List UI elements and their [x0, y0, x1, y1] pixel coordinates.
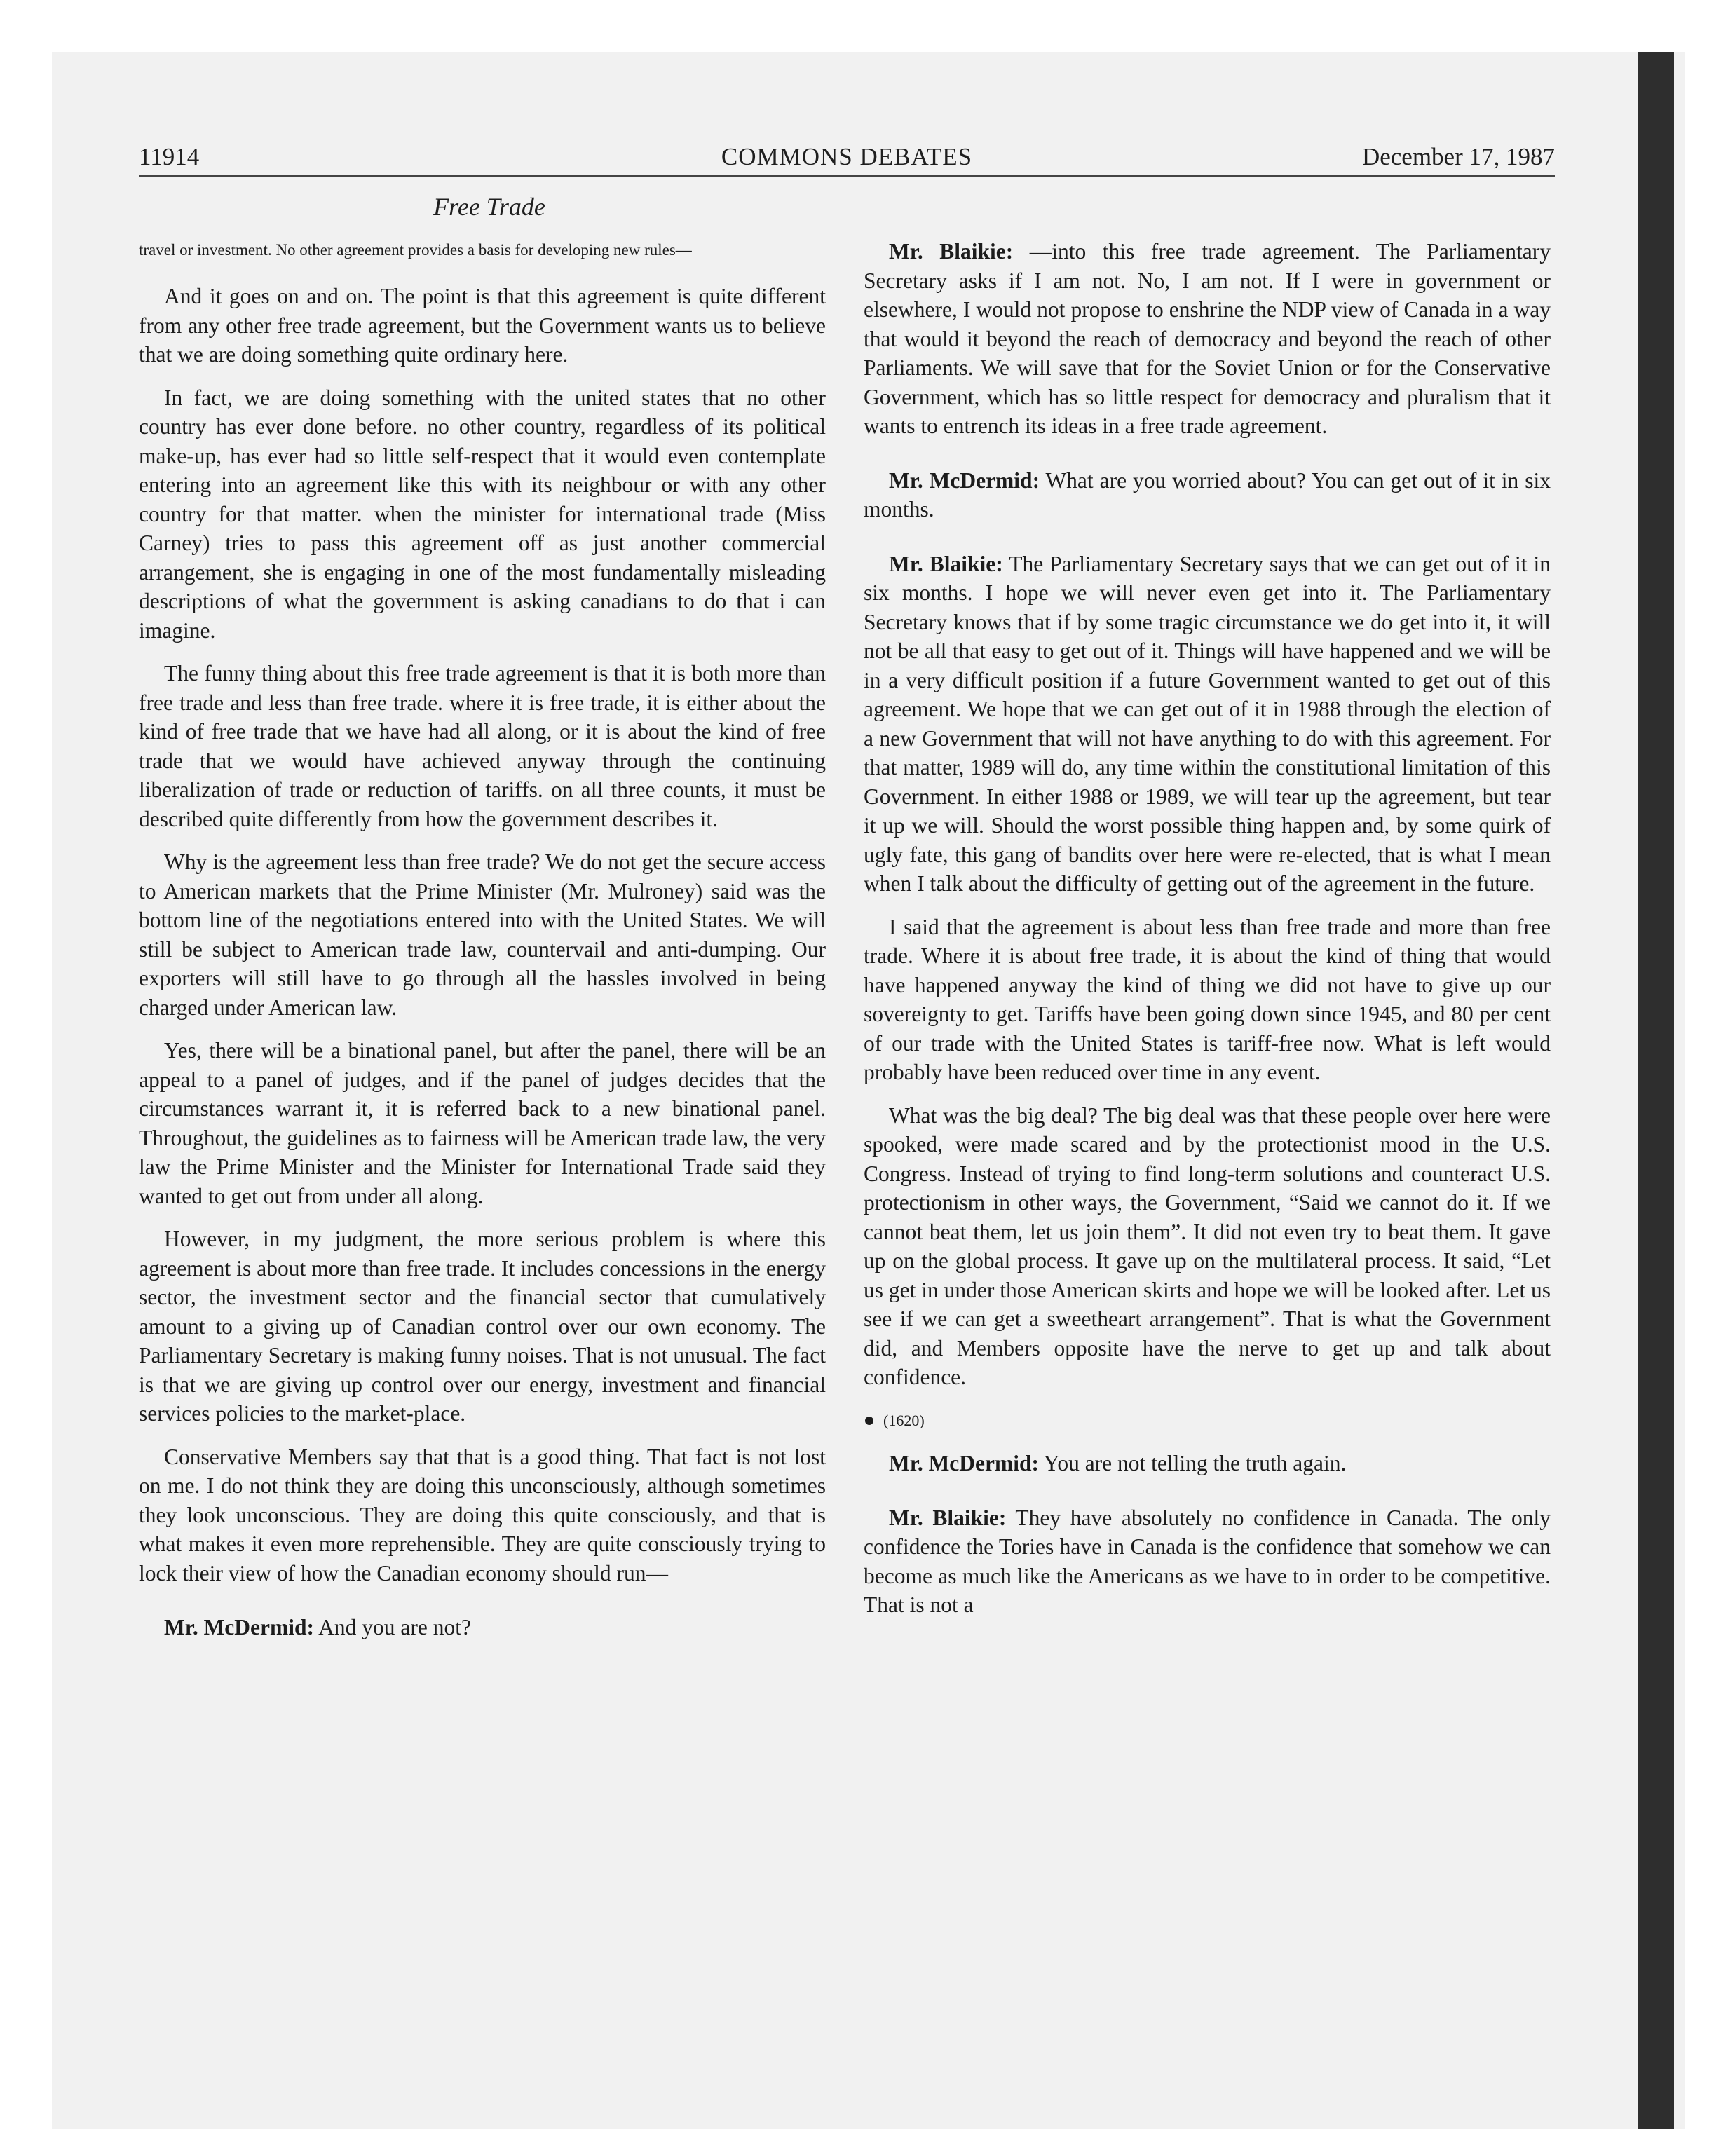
left-column	[139, 240, 826, 1656]
right-column	[864, 237, 1551, 1634]
speaker-name: Mr. McDermid:	[889, 468, 1040, 493]
speech-text: You are not telling the truth again.	[1043, 1451, 1347, 1475]
quoted-text: travel or investment. No other agreement provides a basis for developing new rules—	[139, 241, 692, 259]
header-rule	[139, 175, 1555, 177]
speech-text: They have absolutely no confidence in Canada. The only confidence the Tories have in Canada is the confidence that somehow we can become as much like the Americans as we have to in order to be competitive. That is not a	[864, 1505, 1551, 1617]
sitting-date: December 17, 1987	[1361, 143, 1555, 170]
speech-text: The Parliamentary Secretary says that we can get out of it in six months. I hope we will never even get into it. The Parliamentary Secretary knows that if by some tragic circumstance we do get into it, it will not be all that easy to get out of it. Things will have happened and we will be in a very difficult position if a future Government wanted to get out of this agreement. We hope that we can get out of it in 1988 through the election of a new Government that will not have anything to do with this agreement. For that matter, 1989 will do, any time within the constitutional limitation of this Government. In either 1988 or 1989, we will tear up the agreement, but tear it up we will. Should the worst possible thing happen and, by some quirk of ugly fate, this gang of bandits over here were re-elected, that is what I mean when I talk about the difficulty of getting out of the agreement in the future.	[864, 551, 1551, 896]
speech-paragraph: In fact, we are doing something with the united states that no other country has ever done before. no other country, regardless of its political make-up, has ever had so little self-respect that it would even contemplate entering into an agreement like this with its neighbour or with any other country for that matter. when the minister for international trade (Miss Carney) tries to pass this agreement off as just another commercial arrangement, she is engaging in one of the most fundamentally misleading descriptions of what the government is asking canadians to do that i can imagine.	[139, 385, 826, 643]
speaker-name: Mr. Blaikie:	[889, 551, 1003, 576]
speaker-name: Mr. McDermid:	[164, 1615, 314, 1639]
speech-paragraph: Why is the agreement less than free trade? We do not get the secure access to American markets that the Prime Minister (Mr. Mulroney) said was the bottom line of the negotiations entered into with the United States. We will still be subject to American trade law, countervail and anti-dumping. Our exporters will still have to go through all the hassles involved in being charged under American law.	[139, 850, 826, 1020]
time-marker	[864, 1406, 1551, 1435]
speaker-name: Mr. McDermid:	[889, 1451, 1039, 1475]
speech-text: What are you worried about? You can get out of it in six months.	[864, 468, 1551, 521]
page-header	[139, 143, 1555, 178]
speaker-name: Mr. Blaikie:	[889, 239, 1014, 264]
speech-block	[864, 1449, 1551, 1478]
speech-paragraph: Conservative Members say that that is a good thing. That fact is not lost on me. I do not think they are doing this unconsciously, although sometimes they look unconscious. They are doing this quite consciously, and that is what makes it even more reprehensible. They are quite consciously trying to lock their view of how the Canadian economy should run—	[139, 1444, 826, 1585]
speech-block	[864, 550, 1551, 899]
page-number: 11914	[139, 143, 200, 170]
speech-text: —into this free trade agreement. The Parliamentary Secretary asks if I am not. No, I am not. If I were in government or elsewhere, I would not propose to enshrine the NDP view of Canada in a way that would it beyond the reach of democracy and beyond the reach of other Parliaments. We will save that for the Soviet Union or for the Conservative Government, which has so little respect for democracy and pluralism that it wants to entrench its ideas in a free trade agreement.	[864, 239, 1551, 438]
speech-block	[864, 1503, 1551, 1620]
time-marker-text: (1620)	[883, 1411, 925, 1429]
speech-paragraph: The funny thing about this free trade agreement is that it is both more than free trade and less than free trade. where it is free trade, it is either about the kind of free trade that we have had all along, or it is about the kind of free trade that we would have achieved anyway through the continuing liberalization of trade or reduction of tariffs. on all three counts, it must be described quite differently from how the government describes it.	[139, 661, 826, 831]
interjection-text: And you are not?	[318, 1615, 471, 1639]
bullet-icon	[865, 1417, 873, 1425]
journal-title: COMMONS DEBATES	[721, 143, 973, 170]
speech-paragraph: However, in my judgment, the more serious problem is where this agreement is about more than free trade. It includes concessions in the energy sector, the investment sector and the financial sector that cumulatively amount to a giving up of Canadian control over our own economy. The Parliamentary Secretary is making funny noises. That is not unusual. The fact is that we are giving up control over our energy, investment and financial services policies to the market-place.	[139, 1227, 826, 1426]
speaker-name: Mr. Blaikie:	[889, 1505, 1007, 1530]
interjection	[139, 1613, 826, 1642]
speech-paragraph: I said that the agreement is about less than free trade and more than free trade. Where it is about free trade, it is about the kind of thing that would have happened anyway the kind of thing we did not have to give up our sovereignty to get. Tariffs have been going down since 1945, and 80 per cent of our trade with the United States is tariff-free now. What is left would probably have been reduced over time in any event.	[864, 914, 1551, 1084]
speech-block	[864, 237, 1551, 441]
debate-subject: Free Trade	[433, 193, 545, 221]
speech-block	[864, 466, 1551, 524]
scan-binding-edge	[1638, 52, 1674, 2129]
speech-paragraph: And it goes on and on. The point is that this agreement is quite different from any other free trade agreement, but the Government wants us to believe that we are doing something quite ordinary here.	[139, 284, 826, 367]
speech-paragraph: What was the big deal? The big deal was that these people over here were spooked, were made scared and by the protectionist mood in the U.S. Congress. Instead of trying to find long-term solutions and counteract U.S. protectionism in other ways, the Government, “Said we cannot do it. If we cannot beat them, let us join them”. It did not even try to beat them. It gave up on the global process. It gave up on the multilateral process. It said, “Let us get in under those American skirts and hope we will be looked after. Let us see if we can get a sweetheart arrangement”. That is what the Government did, and Members opposite have the nerve to get up and talk about confidence.	[864, 1103, 1551, 1389]
speech-paragraph: Yes, there will be a binational panel, but after the panel, there will be an appeal to a panel of judges, and if the panel of judges decides that the circumstances warrant it, it is referred back to a new binational panel. Throughout, the guidelines as to fairness will be American trade law, the very law the Prime Minister and the Minister for International Trade said they wanted to get out from under all along.	[139, 1038, 826, 1208]
